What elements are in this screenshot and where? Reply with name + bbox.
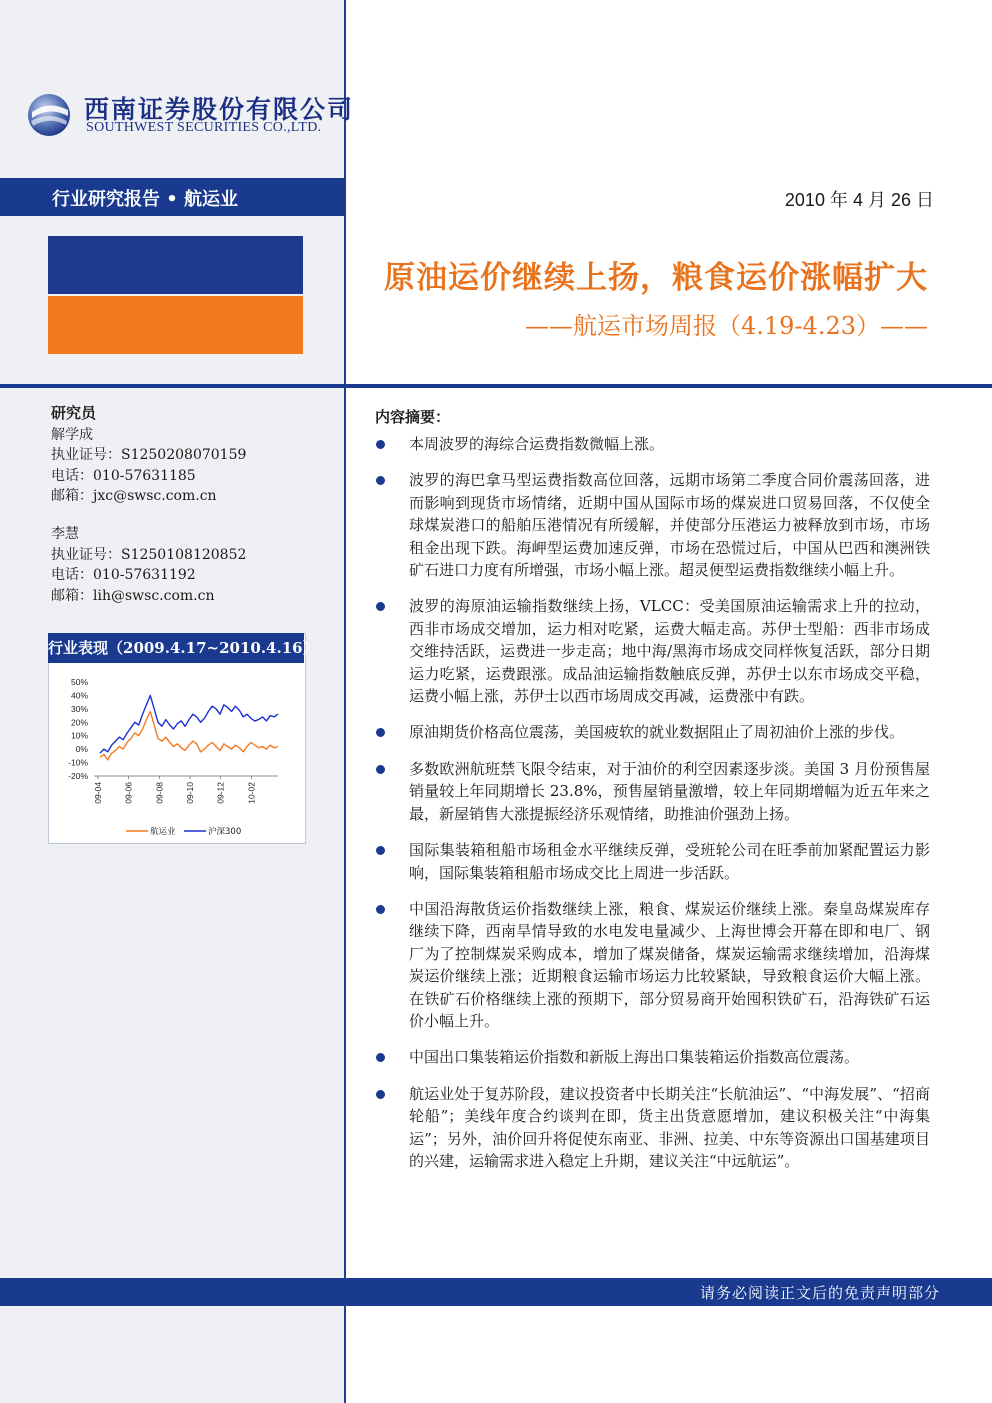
summary-bullet-list bbox=[375, 433, 930, 1186]
bullet-text: 中国出口集装箱运价指数和新版上海出口集装箱运价指数高位震荡。 bbox=[409, 1048, 860, 1067]
researcher-2-license: 执业证号：S1250108120852 bbox=[51, 546, 247, 563]
summary-bullet bbox=[375, 898, 930, 1032]
bullet-text: 本周波罗的海综合运费指数微幅上涨。 bbox=[409, 435, 665, 453]
bullet-dot-icon bbox=[376, 765, 385, 774]
summary-bullet bbox=[375, 469, 930, 581]
researcher-1-phone: 电话：010-57631185 bbox=[51, 467, 196, 484]
bullet-dot-icon bbox=[376, 905, 385, 914]
y-tick-label: -20% bbox=[68, 771, 88, 781]
legend-label: 沪深300 bbox=[208, 827, 242, 837]
researcher-2-phone: 电话：010-57631192 bbox=[51, 567, 196, 584]
researcher-1-email[interactable]: 邮箱：jxc@swsc.com.cn bbox=[51, 488, 217, 505]
company-name-cn: 西南证券股份有限公司 bbox=[84, 95, 355, 124]
x-tick-label: 09-12 bbox=[215, 782, 226, 804]
x-tick-label: 09-04 bbox=[93, 782, 103, 804]
researcher-heading: 研究员 bbox=[51, 404, 97, 422]
summary-heading: 内容摘要： bbox=[375, 408, 451, 426]
bullet-text: 原油期货价格高位震荡，美国疲软的就业数据阻止了周初油价上涨的步伐。 bbox=[409, 723, 905, 742]
bullet-dot-icon bbox=[376, 846, 385, 855]
bullet-text: 多数欧洲航班禁飞限令结束，对于油价的利空因素逐步淡。美国 3 月份预售屋销量较上年同期增长 23.8%，预售屋销量激增，较上年同期增幅为近五年来之最，新屋销售大涨提振经济乐观情绪，助推油价强劲上扬。 bbox=[409, 759, 930, 823]
y-tick-label: 30% bbox=[70, 703, 88, 714]
report-header-bar bbox=[0, 178, 992, 216]
y-tick-label: 20% bbox=[70, 717, 88, 728]
report-subtitle: ——航运市场周报（4.19-4.23）—— bbox=[525, 312, 928, 340]
y-tick-label: -10% bbox=[68, 757, 88, 768]
summary-bullet bbox=[375, 595, 930, 707]
summary-bullet bbox=[375, 433, 930, 455]
bullet-dot-icon bbox=[376, 1090, 385, 1099]
x-tick-label: 09-06 bbox=[123, 782, 134, 804]
bullet-dot-icon bbox=[376, 440, 385, 449]
bullet-text: 波罗的海巴拿马型运费指数高位回落，远期市场第二季度合同价震荡回落，进而影响到现货市场情绪，近期中国从国际市场的煤炭进口贸易回落，不仅使全球煤炭港口的船舶压港情况有所缓解，并使部分压港运力被释放到市场，市场租金出现下跌。海岬型运费加速反弹，市场在恐慌过后，中国从巴西和澳洲铁矿石进口力度有所增强，市场小幅上涨。超灵便型运费指数继续小幅上升。 bbox=[409, 471, 930, 580]
y-tick-label: 40% bbox=[70, 690, 88, 701]
decor-block-blue bbox=[48, 236, 303, 294]
researcher-2-name: 李慧 bbox=[51, 525, 79, 542]
report-date: 2010 年 4 月 26 日 bbox=[784, 190, 934, 210]
company-name-en: SOUTHWEST SECURITIES CO.,LTD. bbox=[86, 120, 322, 135]
disclaimer-notice: 请务必阅读正文后的免责声明部分 bbox=[699, 1284, 940, 1302]
y-tick-label: 50% bbox=[70, 677, 88, 687]
summary-bullet bbox=[375, 1083, 930, 1173]
swsc-logo-icon bbox=[26, 92, 72, 138]
bullet-text: 国际集装箱租船市场租金水平继续反弹，受班轮公司在旺季前加紧配置运力影响，国际集装箱租船市场成交比上周进一步活跃。 bbox=[409, 841, 930, 882]
y-tick-label: 0% bbox=[75, 744, 88, 755]
researcher-info bbox=[51, 403, 336, 606]
x-tick-label: 09-10 bbox=[185, 782, 195, 804]
y-tick-label: 10% bbox=[70, 730, 88, 741]
date-box bbox=[346, 178, 992, 216]
bullet-dot-icon bbox=[376, 602, 385, 611]
section-divider-bar bbox=[0, 384, 992, 388]
decor-block-orange bbox=[48, 296, 303, 354]
bullet-text: 波罗的海原油运输指数继续上扬，VLCC：受美国原油运输需求上升的拉动，西非市场成交增加，运力相对吃紧，运费大幅走高。苏伊士型船：西非市场成交维持活跃，运费进一步走高；地中海/黑海市场成交同样恢复活跃，部分日期运力吃紧，运费跟涨。成品油运输指数触底反弹，苏伊士以东市场成交平稳，运费小幅上涨，苏伊士以西市场周成交再减，运费涨中有跌。 bbox=[409, 597, 930, 706]
summary-bullet bbox=[375, 839, 930, 884]
bullet-dot-icon bbox=[376, 1053, 385, 1062]
performance-line-chart bbox=[48, 668, 304, 842]
summary-bullet bbox=[375, 721, 930, 743]
summary-bullet bbox=[375, 1046, 930, 1068]
bullet-text: 中国沿海散货运价指数继续上涨，粮食、煤炭运价继续上涨。秦皇岛煤炭库存继续下降，西南旱情导致的水电发电量减少、上海世博会开幕在即和电厂、钢厂为了控制煤炭采购成本，增加了煤炭储备，煤炭运输需求继续增加，沿海煤炭运价继续上涨；近期粮食运输市场运力比较紧缺，导致粮食运价大幅上涨。在铁矿石价格继续上涨的预期下，部分贸易商开始囤积铁矿石，沿海铁矿石运价小幅上升。 bbox=[409, 899, 930, 1030]
report-type-label: 行业研究报告 • 航运业 bbox=[52, 189, 239, 210]
footer-bar bbox=[0, 1278, 992, 1306]
bullet-text: 航运业处于复苏阶段，建议投资者中长期关注“长航油运”、“中海发展”、“招商轮船”；美线年度合约谈判在即，货主出货意愿增加，建议积极关注“中海集运”；另外，油价回升将促使东南亚、非洲、拉美、中东等资源出口国基建项目的兴建，运输需求进入稳定上升期，建议关注“中远航运”。 bbox=[409, 1084, 930, 1170]
company-logo-block bbox=[26, 88, 355, 148]
researcher-2-email[interactable]: 邮箱：lih@swsc.com.cn bbox=[51, 587, 215, 604]
x-tick-label: 09-08 bbox=[154, 782, 165, 804]
bullet-dot-icon bbox=[376, 728, 385, 737]
x-tick-label: 10-02 bbox=[246, 782, 257, 804]
legend-label: 航运业 bbox=[150, 827, 176, 837]
researcher-1-name: 解学成 bbox=[51, 426, 93, 443]
report-title: 原油运价继续上扬，粮食运价涨幅扩大 bbox=[384, 260, 928, 296]
summary-bullet bbox=[375, 758, 930, 825]
bullet-dot-icon bbox=[376, 476, 385, 485]
performance-title: 行业表现（2009.4.17~2010.4.16） bbox=[48, 633, 304, 663]
researcher-1-license: 执业证号：S1250208070159 bbox=[51, 447, 247, 464]
